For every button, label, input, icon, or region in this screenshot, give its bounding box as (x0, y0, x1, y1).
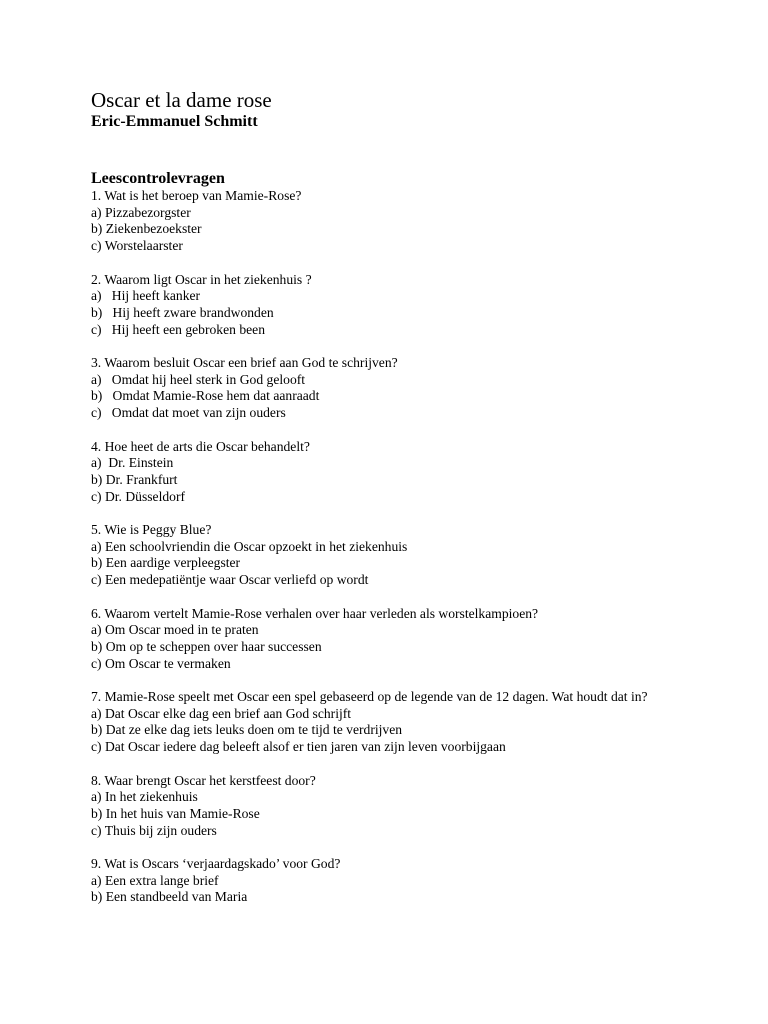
answer-option-a: a) Om Oscar moed in te praten (91, 622, 259, 638)
answer-option-a: a) Hij heeft kanker (91, 288, 201, 304)
question-9 (91, 856, 731, 906)
question-8 (91, 773, 731, 840)
section-heading: Leescontrolevragen (91, 170, 225, 187)
question-1 (91, 188, 731, 255)
answer-option-b: b) Omdat Mamie-Rose hem dat aanraadt (91, 388, 320, 404)
answer-option-b: b) Dr. Frankfurt (91, 471, 178, 487)
answer-option-b: b) Hij heeft zware brandwonden (91, 304, 274, 320)
answer-option-a: a) In het ziekenhuis (91, 789, 198, 805)
answer-option-c: c) Thuis bij zijn ouders (91, 822, 217, 838)
answer-option-c: c) Dr. Düsseldorf (91, 488, 186, 504)
answer-option-a: a) Pizzabezorgster (91, 204, 191, 220)
answer-option-b: b) Een aardige verpleegster (91, 555, 241, 571)
question-7 (91, 689, 731, 756)
question-text: 8. Waar brengt Oscar het kerstfeest door? (91, 772, 316, 788)
question-text: 2. Waarom ligt Oscar in het ziekenhuis ? (91, 271, 312, 287)
question-2 (91, 272, 731, 339)
answer-option-b: b) Om op te scheppen over haar successen (91, 638, 322, 654)
question-text: 1. Wat is het beroep van Mamie-Rose? (91, 188, 302, 203)
answer-option-c: c) Hij heeft een gebroken been (91, 321, 265, 337)
question-3 (91, 355, 731, 422)
answer-option-c: c) Dat Oscar iedere dag beleeft alsof er tien jaren van zijn leven voorbijgaan (91, 739, 506, 755)
question-4 (91, 439, 731, 506)
document-author: Eric-Emmanuel Schmitt (91, 113, 258, 130)
question-5 (91, 522, 731, 589)
document-title: Oscar et la dame rose (91, 88, 272, 112)
question-text: 7. Mamie-Rose speelt met Oscar een spel gebaseerd op de legende van de 12 dagen. Wat houdt dat in? (91, 689, 648, 704)
document-page (91, 88, 731, 906)
answer-option-b: b) Ziekenbezoekster (91, 221, 202, 237)
question-text: 9. Wat is Oscars ‘verjaardagskado’ voor God? (91, 856, 341, 871)
answer-option-a: a) Omdat hij heel sterk in God gelooft (91, 371, 306, 387)
answer-option-a: a) Een schoolvriendin die Oscar opzoekt in het ziekenhuis (91, 538, 408, 554)
question-text: 3. Waarom besluit Oscar een brief aan God te schrijven? (91, 355, 398, 370)
answer-option-c: c) Omdat dat moet van zijn ouders (91, 405, 286, 421)
question-6 (91, 606, 731, 673)
answer-option-b: b) Een standbeeld van Maria (91, 889, 248, 905)
answer-option-c: c) Om Oscar te vermaken (91, 655, 231, 671)
answer-option-a: a) Een extra lange brief (91, 872, 219, 888)
question-text: 6. Waarom vertelt Mamie-Rose verhalen over haar verleden als worstelkampioen? (91, 605, 539, 621)
answer-option-a: a) Dr. Einstein (91, 455, 174, 471)
answer-option-c: c) Worstelaarster (91, 238, 183, 254)
answer-option-b: b) Dat ze elke dag iets leuks doen om te tijd te verdrijven (91, 722, 403, 738)
question-text: 5. Wie is Peggy Blue? (91, 522, 212, 537)
answer-option-c: c) Een medepatiëntje waar Oscar verliefd op wordt (91, 572, 369, 588)
answer-option-a: a) Dat Oscar elke dag een brief aan God schrijft (91, 705, 352, 721)
answer-option-b: b) In het huis van Mamie-Rose (91, 805, 260, 821)
question-text: 4. Hoe heet de arts die Oscar behandelt? (91, 438, 310, 454)
